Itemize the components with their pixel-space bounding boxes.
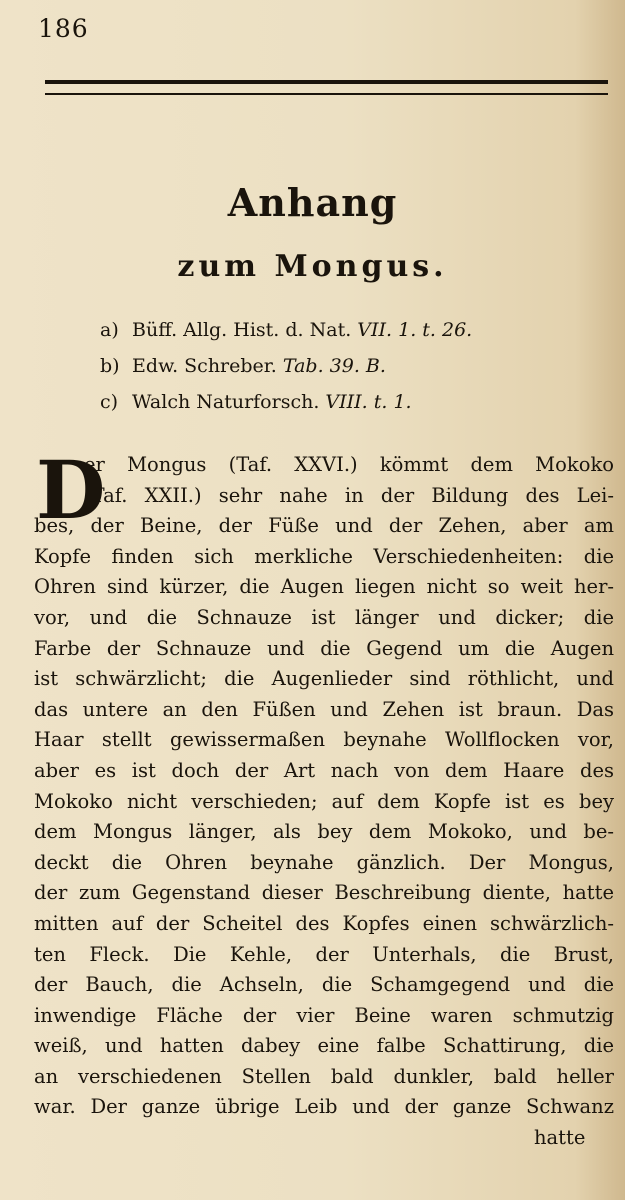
section-subtitle: zum Mongus. [177,249,448,284]
text-line: weiß, und hatten dabey eine falbe Schattirung, die [34,1034,614,1058]
reference-list [100,312,600,420]
reference-location: VIII. t. 1. [325,391,412,413]
text-line: Kopfe finden sich merkliche Verschiedenheiten: die [34,544,614,568]
text-line: Mokoko nicht verschieden; auf dem Kopfe ist es bey [34,789,614,813]
text-line: der zum Gegenstand dieser Beschreibung diente, hatte [34,881,614,905]
text-line: (Taf. XXII.) sehr nahe in der Bildung des Lei- [84,483,614,507]
reference-location: VII. 1. t. 26. [357,319,473,341]
text-line: er Mongus (Taf. XXVI.) kömmt dem Mokoko [84,453,614,476]
text-line: Ohren sind kürzer, die Augen liegen nicht so weit her- [34,575,614,599]
text-line: der Bauch, die Achseln, die Schamgegend und die [34,973,614,997]
catchword: hatte [534,1126,586,1150]
header-rule-thick [45,80,608,84]
reference-text: Edw. Schreber. [132,355,277,377]
section-title: Anhang [227,180,398,225]
header-rule-thin [45,93,608,95]
text-line: ist schwärzlicht; die Augenlieder sind röthlicht, und [34,667,614,691]
reference-text: Walch Naturforsch. [132,391,320,413]
page-number: 186 [38,14,89,43]
reference-item [100,384,600,420]
text-line: vor, und die Schnauze ist länger und dicker; die [34,605,614,629]
text-line: deckt die Ohren beynahe gänzlich. Der Mongus, [34,850,614,874]
text-line: inwendige Fläche der vier Beine waren schmutzig [34,1003,614,1027]
text-line: Farbe der Schnauze und die Gegend um die Augen [34,636,614,660]
text-line: aber es ist doch der Art nach von dem Haare des [34,758,614,782]
reference-letter: b) [100,355,120,377]
text-line: ten Fleck. Die Kehle, der Unterhals, die Brust, [34,942,614,966]
reference-item [100,348,600,384]
reference-letter: a) [100,319,119,341]
text-line: war. Der ganze übrige Leib und der ganze Schwanz [34,1095,614,1119]
text-line: dem Mongus länger, als bey dem Mokoko, und be- [34,820,614,844]
body-text [34,443,614,1154]
reference-location: Tab. 39. B. [282,355,386,377]
drop-cap: D [36,443,106,537]
reference-letter: c) [100,391,119,413]
text-line: mitten auf der Scheitel des Kopfes einen schwärzlich- [34,911,614,935]
text-line: Haar stellt gewissermaßen beynahe Wollflocken vor, [34,728,614,752]
text-line: das untere an den Füßen und Zehen ist braun. Das [34,697,614,721]
text-line: an verschiedenen Stellen bald dunkler, bald heller [34,1064,614,1088]
text-line: bes, der Beine, der Füße und der Zehen, aber am [34,514,614,538]
reference-item [100,312,600,348]
reference-text: Büff. Allg. Hist. d. Nat. [132,319,352,341]
